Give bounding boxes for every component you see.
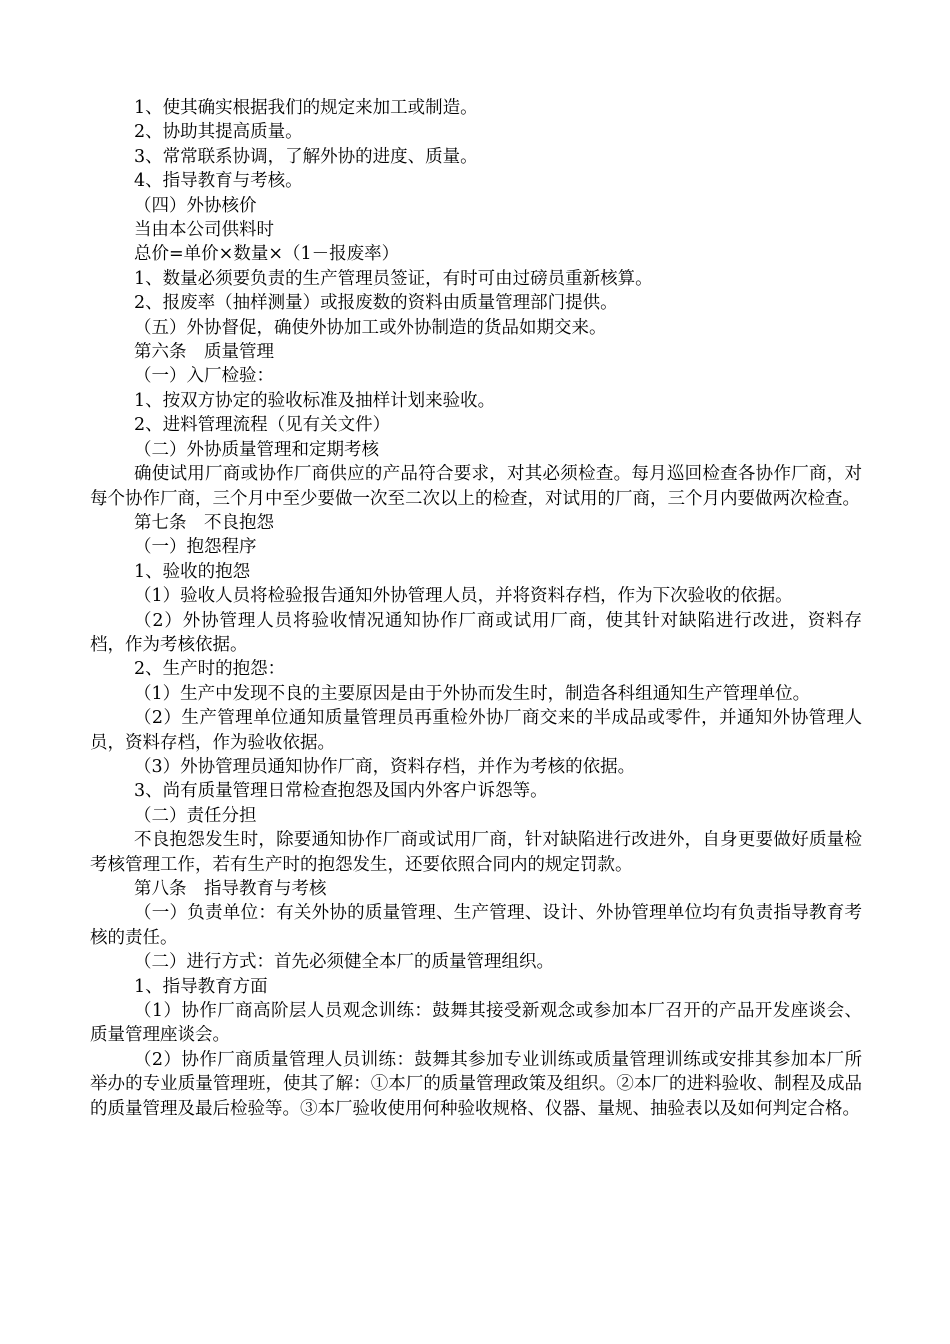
paragraph: 2、协助其提高质量。 xyxy=(134,122,303,143)
paragraph: （二）责任分担 xyxy=(134,805,257,826)
paragraph: （一）负责单位：有关外协的质量管理、生产管理、设计、外协管理单位均有负责指导教育考核的责任。 xyxy=(90,903,862,948)
paragraph: 总价=单价×数量×（1－报废率） xyxy=(134,244,400,265)
paragraph: 2、报废率（抽样测量）或报废数的资料由质量管理部门提供。 xyxy=(134,293,618,314)
paragraph: 确使试用厂商或协作厂商供应的产品符合要求，对其必须检查。每月巡回检查各协作厂商，对每个协作厂商，三个月中至少要做一次至二次以上的检查，对试用的厂商，三个月内要做两次检查。 xyxy=(90,464,862,509)
paragraph: （1）生产中发现不良的主要原因是由于外协而发生时，制造各科组通知生产管理单位。 xyxy=(134,683,811,704)
paragraph: （1）协作厂商高阶层人员观念训练：鼓舞其接受新观念或参加本厂召开的产品开发座谈会、质量管理座谈会。 xyxy=(90,1001,862,1046)
paragraph: 第七条 不良抱怨 xyxy=(134,512,274,533)
paragraph: 1、验收的抱怨 xyxy=(134,561,251,582)
paragraph: （2）生产管理单位通知质量管理员再重检外协厂商交来的半成品或零件，并通知外协管理人员，资料存档，作为验收依据。 xyxy=(90,708,862,753)
paragraph: （1）验收人员将检验报告通知外协管理人员，并将资料存档，作为下次验收的依据。 xyxy=(134,586,793,607)
paragraph: 3、常常联系协调，了解外协的进度、质量。 xyxy=(134,146,478,167)
document-page xyxy=(90,96,862,1121)
paragraph: （2）协作厂商质量管理人员训练：鼓舞其参加专业训练或质量管理训练或安排其参加本厂所举办的专业质量管理班，使其了解：①本厂的质量管理政策及组织。②本厂的进料验收、制程及成品的质量管理及最后检验等。③本厂验收使用何种验收规格、仪器、量规、抽验表以及如何判定合格。 xyxy=(90,1049,862,1119)
paragraph: （3）外协管理员通知协作厂商，资料存档，并作为考核的依据。 xyxy=(134,756,636,777)
paragraph: （二）外协质量管理和定期考核 xyxy=(134,439,379,460)
paragraph: 1、指导教育方面 xyxy=(134,976,268,997)
paragraph: 1、数量必须要负责的生产管理员签证，有时可由过磅员重新核算。 xyxy=(134,268,653,289)
paragraph: （一）抱怨程序 xyxy=(134,537,257,558)
paragraph: 2、生产时的抱怨： xyxy=(134,659,286,680)
paragraph: 不良抱怨发生时，除要通知协作厂商或试用厂商，针对缺陷进行改进外，自身更要做好质量检考核管理工作，若有生产时的抱怨发生，还要依照合同内的规定罚款。 xyxy=(90,830,862,875)
paragraph: 当由本公司供料时 xyxy=(134,220,274,241)
paragraph: （五）外协督促，确使外协加工或外协制造的货品如期交来。 xyxy=(134,317,607,338)
paragraph: 1、按双方协定的验收标准及抽样计划来验收。 xyxy=(134,390,496,411)
paragraph: 第六条 质量管理 xyxy=(134,342,274,363)
paragraph: 2、进料管理流程（见有关文件） xyxy=(134,415,391,436)
paragraph: （二）进行方式：首先必须健全本厂的质量管理组织。 xyxy=(134,952,554,973)
paragraph: （四）外协核价 xyxy=(134,195,257,216)
paragraph: （2）外协管理人员将验收情况通知协作厂商或试用厂商，使其针对缺陷进行改进，资料存档，作为考核依据。 xyxy=(90,610,862,655)
paragraph: 3、尚有质量管理日常检查抱怨及国内外客户诉怨等。 xyxy=(134,781,548,802)
paragraph: 4、指导教育与考核。 xyxy=(134,171,303,192)
paragraph: 第八条 指导教育与考核 xyxy=(134,879,327,899)
paragraph: 1、使其确实根据我们的规定来加工或制造。 xyxy=(134,98,478,118)
paragraph: （一）入厂检验： xyxy=(134,366,274,387)
